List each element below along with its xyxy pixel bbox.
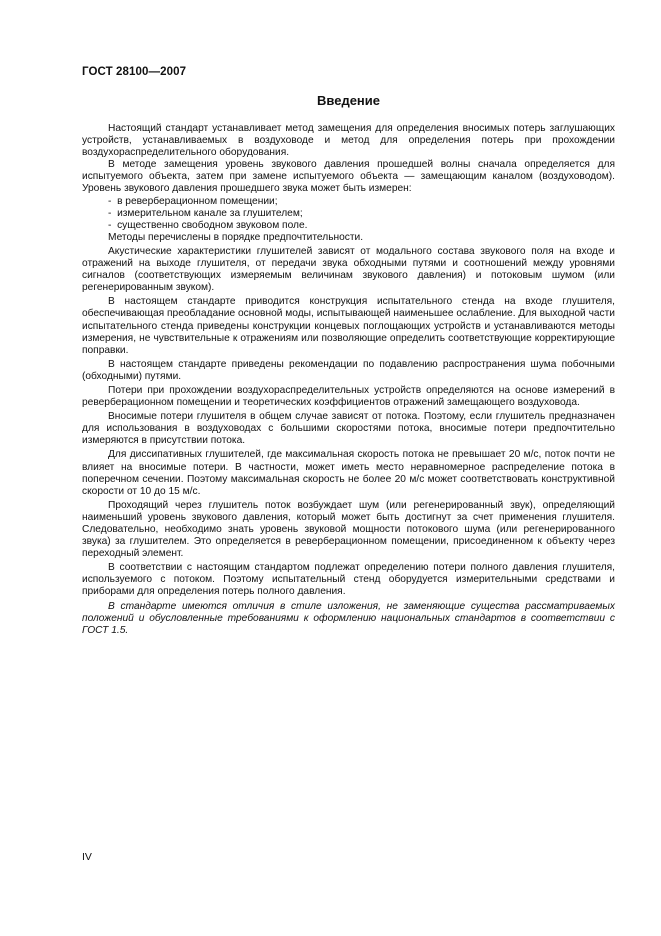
paragraph-methods-order: Методы перечислены в порядке предпочтительности. (108, 231, 364, 243)
paragraph-pressure-loss: В соответствии с настоящим стандартом подлежат определению потери полного давления глушителя, используемого с потоком. Поэтому испытательный стенд оборудуется измерительными средствами и приборами для определения потерь полного давления. (82, 562, 615, 598)
list-item: - в реверберационном помещении; (82, 196, 615, 208)
paragraph-insertion-loss-flow: Вносимые потери глушителя в общем случае зависят от потока. Поэтому, если глушитель предназначен для использования в воздуховодах с большими скоростями потока, вносимые потери предпочтительно измеряются в присутствии потока. (82, 411, 615, 447)
document-header: ГОСТ 28100—2007 (82, 66, 187, 78)
paragraph-flanking-noise: В настоящем стандарте приведены рекомендации по подавлению распространения шума побочными (обходными) путями. (82, 358, 615, 382)
paragraph-style-note: В стандарте имеются отличия в стиле изложения, не заменяющие существа рассматриваемых положений и обусловленные требованиями к оформлению национальных стандартов в соответствии с ГОСТ 1.5. (82, 600, 615, 636)
page-number: IV (82, 851, 92, 863)
section-title: Введение (317, 93, 380, 108)
paragraph-acoustic-characteristics: Акустические характеристики глушителей зависят от модального состава звукового поля на входе и отражений на выходе глушителя, от передачи звука обходными путями и соотношений между уровнями сигналов (соответствующих измеряемым величинам звукового давления) и потоковым шумом (или регенерированным звуком). (82, 245, 615, 294)
measurement-locations-list (82, 196, 615, 232)
list-item: - существенно свободном звуковом поле. (82, 220, 615, 232)
paragraph-test-stand: В настоящем стандарте приводится конструкция испытательного стенда на входе глушителя, обеспечивающая преобладание основной моды, испытывающей наименьшее ослабление. Для выходной части испытательного стенда приведены конструкции концевых поглощающих устройств и устанавливаются методы измерения, не чувствительные к отражениям или позволяющие определить соответствующие корректирующие поправки. (82, 296, 615, 356)
paragraph-transmission-losses: Потери при прохождении воздухораспределительных устройств определяются на основе измерений в реверберационном помещении и теоретических коэффициентов отражений замещающего воздуховода. (82, 384, 615, 409)
document-body (82, 123, 615, 637)
paragraph-regenerated-sound: Проходящий через глушитель поток возбуждает шум (или регенерированный звук), определяющий наименьший уровень звукового давления, который может быть достигнут за счет применения глушителя. Следовательно, необходимо знать уровень звуковой мощности потокового шума (или регенерированного звука) за глушителем. Это определяется в реверберационном помещении, присоединенном к объекту через переходный элемент. (82, 499, 615, 560)
list-item: - измерительном канале за глушителем; (82, 208, 615, 220)
paragraph-substitution-method: В методе замещения уровень звукового давления прошедшей волны сначала определяется для испытуемого объекта, затем при замене испытуемого объекта — замещающим каналом (воздуховодом). Уровень звукового давления прошедшего звука может быть измерен: (82, 159, 615, 195)
paragraph-intro: Настоящий стандарт устанавливает метод замещения для определения вносимых потерь заглушающих устройств, устанавливаемых в воздуховоде и метод для определения потерь при прохождении воздухораспределительного оборудования. (82, 123, 615, 159)
paragraph-dissipative-silencers: Для диссипативных глушителей, где максимальная скорость потока не превышает 20 м/с, поток почти не влияет на вносимые потери. В частности, может иметь место неравномерное распределение потока в поперечном сечении. Поэтому максимальная скорость не более 20 м/с может соответствовать конструктивной скорости от 10 до 15 м/с. (82, 449, 615, 497)
